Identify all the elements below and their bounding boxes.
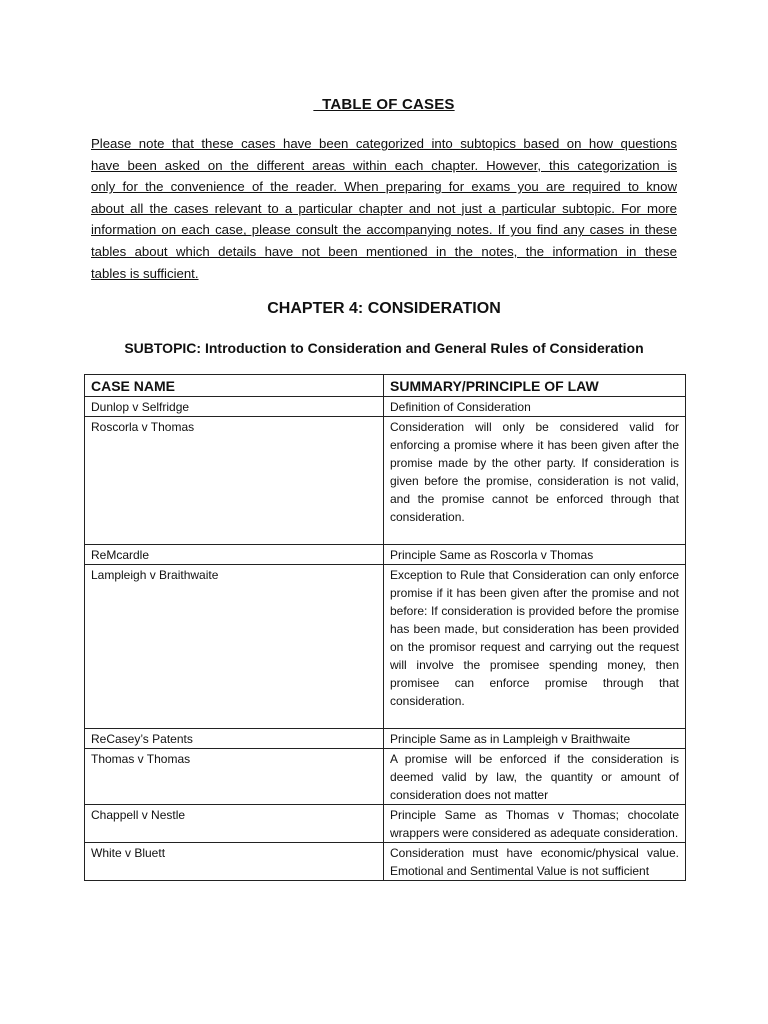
table-row	[85, 565, 686, 729]
note-line: have been asked on the different areas within each chapter. However, this categorization is	[91, 157, 677, 173]
note-line: about all the cases relevant to a particular chapter and not just a particular subtopic. For more	[91, 200, 677, 216]
note-line: tables about which details have not been mentioned in the notes, the information in these	[91, 243, 677, 259]
summary-cell: Consideration must have economic/physical value. Emotional and Sentimental Value is not sufficient	[384, 843, 686, 881]
summary-cell: Principle Same as Thomas v Thomas; chocolate wrappers were considered as adequate consideration.	[384, 805, 686, 843]
case-name-cell: ReCasey’s Patents	[85, 729, 384, 749]
summary-cell: A promise will be enforced if the consideration is deemed valid by law, the quantity or amount of consideration does not matter	[384, 749, 686, 805]
summary-cell: Definition of Consideration	[384, 397, 686, 417]
cases-table	[84, 374, 686, 881]
summary-header: SUMMARY/PRINCIPLE OF LAW	[384, 375, 686, 397]
table-header-row	[85, 375, 686, 397]
table-row	[85, 805, 686, 843]
chapter-heading: CHAPTER 4: CONSIDERATION	[267, 300, 501, 317]
case-name-header: CASE NAME	[85, 375, 384, 397]
case-name-cell: ReMcardle	[85, 545, 384, 565]
note-line: Please note that these cases have been categorized into subtopics based on how questions	[91, 136, 677, 151]
table-row	[85, 545, 686, 565]
case-name-cell: Lampleigh v Braithwaite	[85, 565, 384, 729]
summary-cell: Consideration will only be considered valid for enforcing a promise where it has been given after the promise made by the other party. If consideration is given before the promise, consideration is not valid, and the promise cannot be enforced through that consideration.	[384, 417, 686, 545]
table-row	[85, 729, 686, 749]
case-name-cell: White v Bluett	[85, 843, 384, 881]
case-name-cell: Thomas v Thomas	[85, 749, 384, 805]
note-line: only for the convenience of the reader. When preparing for exams you are required to know	[91, 179, 677, 195]
table-row	[85, 749, 686, 805]
table-row	[85, 843, 686, 881]
case-name-cell: Dunlop v Selfridge	[85, 397, 384, 417]
note-paragraph	[91, 133, 677, 284]
summary-cell: Principle Same as in Lampleigh v Braithwaite	[384, 729, 686, 749]
subtopic-heading: SUBTOPIC: Introduction to Consideration and General Rules of Consideration	[124, 340, 644, 356]
note-line: tables is sufficient.	[91, 265, 199, 281]
summary-cell: Exception to Rule that Consideration can only enforce promise if it has been given after the promise and not before: If consideration is provided before the promise has been made, but consideration has been provided on the promisor request and carrying out the request will involve the promisee spending money, then promisee can enforce promise through that consideration.	[384, 565, 686, 729]
summary-cell: Principle Same as Roscorla v Thomas	[384, 545, 686, 565]
document-title: TABLE OF CASES	[313, 96, 455, 113]
note-line: information on each case, please consult the accompanying notes. If you find any cases in these	[91, 222, 677, 238]
table-row	[85, 417, 686, 545]
table-row	[85, 397, 686, 417]
case-name-cell: Chappell v Nestle	[85, 805, 384, 843]
case-name-cell: Roscorla v Thomas	[85, 417, 384, 545]
